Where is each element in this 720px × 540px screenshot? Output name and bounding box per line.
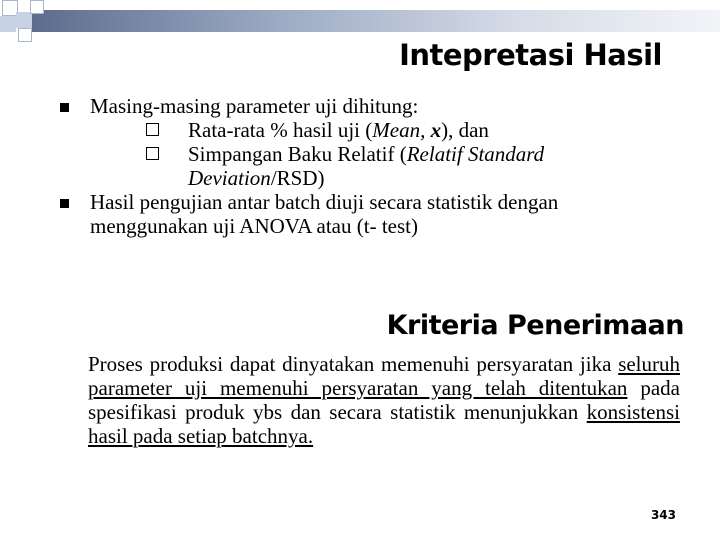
bullet-icon (60, 103, 69, 112)
corner-square-decoration (16, 12, 32, 28)
list-item (60, 118, 660, 142)
criteria-paragraph: Proses produksi dapat dinyatakan memenuhi persyaratan jika seluruh parameter uji memenuhi persyaratan yang telah ditentukan pada spesifikasi produk ybs dan secara statistik menunjukkan konsistensi hasil pada setiap batchnya. (88, 352, 681, 448)
corner-square-decoration (18, 28, 32, 42)
bullet-text: Hasil pengujian antar batch diuji secara statistik dengan menggunakan uji ANOVA atau (t- test) (90, 190, 559, 238)
list-item (60, 142, 660, 166)
corner-square-decoration (30, 0, 44, 14)
corner-square-decoration (0, 16, 16, 32)
list-item (60, 94, 660, 118)
slide-title: Intepretasi Hasil (399, 38, 662, 72)
sub-bullet-text: Simpangan Baku Relatif (Relatif Standard (188, 142, 545, 166)
sub-bullet-continuation: Deviation/RSD) (188, 166, 325, 190)
bullet-list (60, 94, 660, 238)
sub-bullet-text: Rata-rata % hasil uji (Mean, x), dan (188, 118, 489, 142)
title-bar-decoration (30, 10, 720, 32)
page-number: 343 (650, 508, 676, 522)
bullet-text: Masing-masing parameter uji dihitung: (90, 94, 419, 118)
checkbox-bullet-icon (146, 147, 159, 160)
checkbox-bullet-icon (146, 123, 159, 136)
list-item (60, 190, 660, 238)
section-heading: Kriteria Penerimaan (386, 310, 684, 341)
bullet-icon (60, 199, 69, 208)
